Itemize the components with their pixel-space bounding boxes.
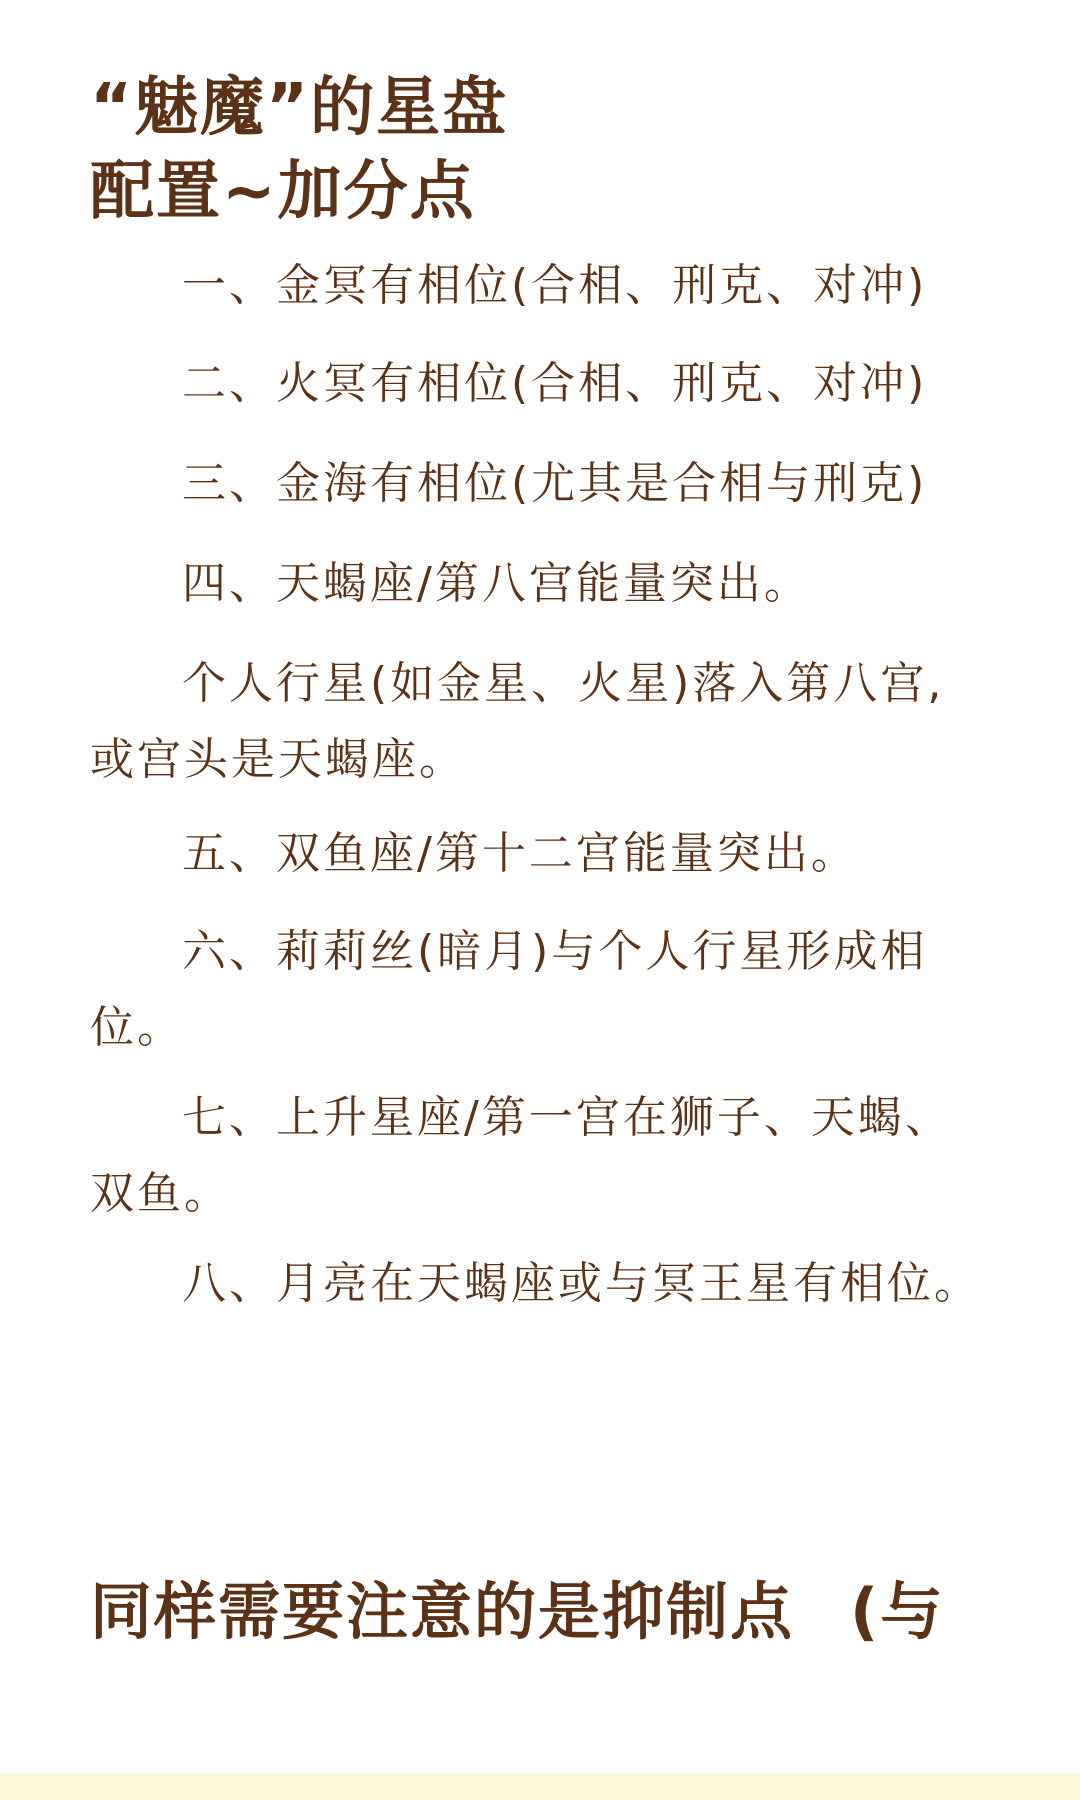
page-title (90, 66, 508, 234)
list-item-5 (90, 816, 1010, 892)
list-item-7 (90, 1080, 1010, 1232)
list-item-3 (90, 446, 1010, 522)
list-item-text: 二、火冥有相位(合相、刑克、对冲) (182, 358, 928, 409)
bottom-strip (0, 1774, 1080, 1800)
list-item-8 (90, 1246, 1010, 1322)
list-item-6 (90, 914, 1010, 1066)
list-item-text-cont: 双鱼。 (90, 1168, 231, 1219)
list-item-text: 四、天蝎座/第八宫能量突出。 (182, 558, 811, 609)
section-heading-text: 同样需要注意的是抑制点 (90, 1575, 795, 1648)
list-item-text: 八、月亮在天蝎座或与冥王星有相位。 (182, 1258, 981, 1309)
list-item-4 (90, 546, 1010, 622)
list-item-text: 七、上升星座/第一宫在狮子、天蝎、 (182, 1092, 952, 1143)
list-item-2 (90, 346, 1010, 422)
section-heading (90, 1572, 944, 1652)
list-item-text-cont: 或宫头是天蝎座。 (90, 734, 466, 785)
title-line-2: 配置~加分点 (90, 155, 476, 229)
title-line-1: “魅魔”的星盘 (90, 71, 509, 145)
list-item-text: 五、双鱼座/第十二宫能量突出。 (182, 828, 858, 879)
list-item-1 (90, 248, 1010, 324)
list-item-text-cont: 位。 (90, 1002, 184, 1053)
list-item-4-detail (90, 646, 1010, 798)
list-item-text: 六、莉莉丝(暗月)与个人行星形成相 (182, 926, 928, 977)
section-heading-paren: (与 (850, 1575, 945, 1648)
list-item-text: 个人行星(如金星、火星)落入第八宫, (182, 658, 945, 709)
list-item-text: 三、金海有相位(尤其是合相与刑克) (182, 458, 928, 509)
list-item-text: 一、金冥有相位(合相、刑克、对冲) (182, 260, 928, 311)
